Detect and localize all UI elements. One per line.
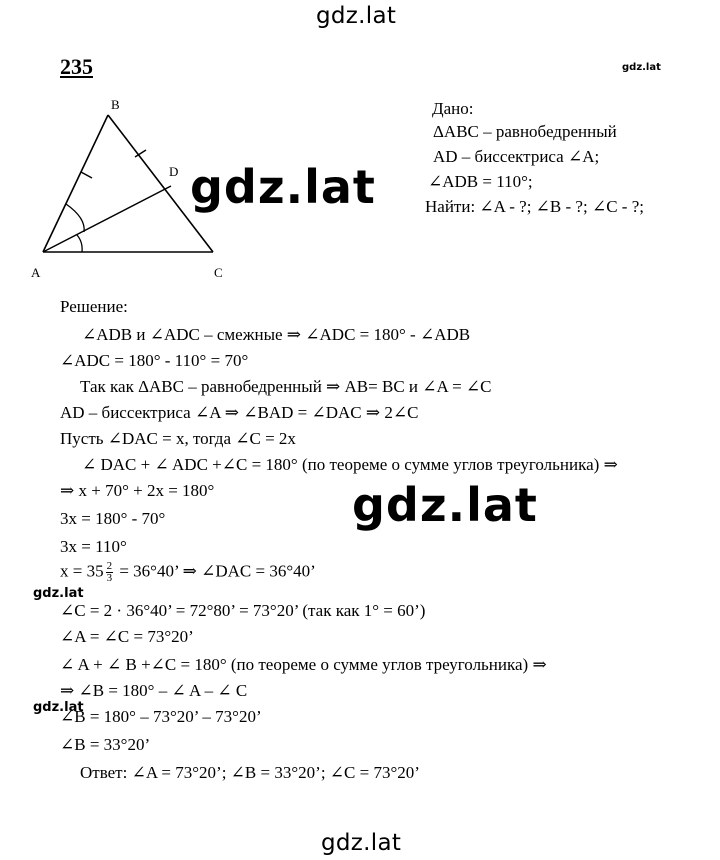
angle-arc-outer (66, 204, 84, 232)
given-line: AD – биссектриса ∠A; (433, 147, 600, 166)
side-bc (108, 115, 213, 252)
solution-line: ∠ADB и ∠ADC – смежные ⇒ ∠ADC = 180° - ∠ADB (82, 325, 471, 344)
fraction-line (60, 561, 316, 584)
given-line: ΔABC – равнобедренный (433, 122, 617, 141)
solution-line: ⇒ x + 70° + 2x = 180° (60, 481, 215, 500)
tick-ab (81, 172, 92, 178)
watermark-small-right: gdz.lat (622, 62, 661, 73)
vertex-label-d: D (169, 164, 179, 179)
problem-number: 235 (60, 54, 93, 79)
solution-line: 3x = 110° (60, 537, 127, 556)
vertex-label-a: A (31, 265, 41, 280)
solution-line: 3x = 180° - 70° (60, 509, 166, 528)
vertex-label-b: B (111, 97, 120, 112)
watermark-bottom: gdz.lat (321, 830, 402, 856)
bisector-ad (43, 186, 171, 252)
solution-line: ∠C = 2 · 36°40’ = 72°80’ = 73°20’ (так как 1° = 60’) (60, 601, 426, 620)
solution-line: ∠A = ∠C = 73°20’ (60, 627, 194, 646)
solution-title: Решение: (60, 297, 128, 316)
solution-line: ∠ DAC + ∠ ADC +∠C = 180° (по теореме о сумме углов треугольника) ⇒ (82, 455, 618, 474)
solution-line: ∠B = 180° – 73°20’ – 73°20’ (60, 707, 262, 726)
solution-line: ∠ A + ∠ B +∠C = 180° (по теореме о сумме углов треугольника) ⇒ (60, 655, 547, 674)
solution-line: Так как ΔABC – равнобедренный ⇒ AB= BC и ∠A = ∠C (80, 377, 492, 396)
solution-line: ∠B = 33°20’ (60, 735, 151, 754)
fraction-suffix: = 36°40’ ⇒ ∠DAC = 36°40’ (119, 561, 316, 581)
fraction-denominator: 3 (106, 572, 113, 584)
vertex-label-c: C (214, 265, 223, 280)
given-line: ∠ADB = 110°; (428, 172, 533, 191)
fraction (106, 561, 114, 584)
watermark-large-figure: gdz.lat (190, 160, 376, 214)
solution-line: Пусть ∠DAC = x, тогда ∠C = 2x (60, 429, 296, 448)
given-title: Дано: (432, 99, 474, 118)
watermark-small-left-1: gdz.lat (33, 586, 84, 601)
angle-arc-inner (77, 235, 82, 252)
watermark-top: gdz.lat (316, 3, 397, 29)
fraction-prefix: x = 35 (60, 561, 104, 581)
triangle-figure (28, 92, 238, 287)
side-ab (43, 115, 108, 252)
answer-line: Ответ: ∠A = 73°20’; ∠B = 33°20’; ∠C = 73°20’ (80, 763, 420, 782)
solution-line: ⇒ ∠B = 180° – ∠ A – ∠ C (60, 681, 248, 700)
watermark-large-solution: gdz.lat (352, 478, 538, 532)
solution-line: AD – биссектриса ∠A ⇒ ∠BAD = ∠DAC ⇒ 2∠C (60, 403, 419, 422)
solution-line: ∠ADC = 180° - 110° = 70° (60, 351, 249, 370)
fraction-numerator: 2 (106, 560, 113, 572)
watermark-small-left-2: gdz.lat (33, 700, 84, 715)
find-line: Найти: ∠A - ?; ∠B - ?; ∠C - ?; (425, 197, 644, 216)
